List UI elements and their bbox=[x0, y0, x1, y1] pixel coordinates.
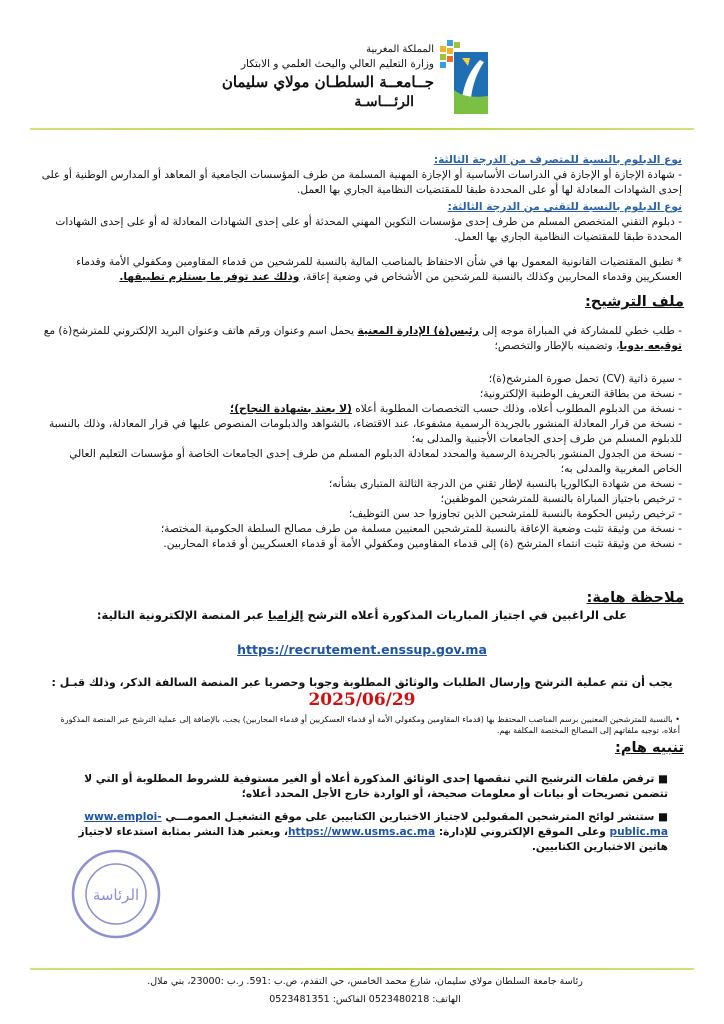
req-bold: رئيس(ة) الإدارة المعنية bbox=[357, 325, 479, 337]
ministry-name: وزارة التعليم العالي والبحث العلمي و الابتكار bbox=[240, 58, 434, 70]
footer-phone-fax: الهاتف: 0523480218 الفاكس: 0523481351 bbox=[269, 994, 461, 1005]
platform-instruction: على الراغبين في اجتياز المباريات المذكورة أعلاه الترشح إلزاميا عبر المنصة الإلكترونية التالية: bbox=[96, 608, 628, 622]
list-item: - سيرة ذاتية (CV) تحمل صورة المترشح(ة)؛ bbox=[488, 373, 682, 385]
note-bold: وذلك عند توفر ما يستلزم تطبيقها. bbox=[119, 271, 300, 283]
tech-diploma-text: - دبلوم التقني المتخصص المسلم من طرف إحدى مؤسسات التكوين المهني المحدثة أو على إحدى الشهادات المعادلة له أو على إحدى الشهادات المحددة طبقا للمقتضيات النظامية الجاري بها العمل. bbox=[55, 216, 682, 243]
tech-diploma-heading: نوع الدبلوم بالنسبة للتقني من الدرجة الثالثة: bbox=[447, 201, 682, 213]
results-publication-rule: ■ ستنشر لوائح المترشحين المقبولين لاجتياز الاختبارين الكتابيين على موقع التشغيـل العمومـــي www.emploi-public.ma وعلى الموقع الإلكتروني للإدارة: https://www.usms.ac.ma، ويعتبر هذا النشر بمثابة استدعاء لاجتياز هاتين الاختبارين الكتابيين. bbox=[78, 811, 668, 853]
bullet-icon: ■ bbox=[654, 773, 668, 785]
emploi-public-link[interactable]: www.emploi-public.ma bbox=[84, 811, 668, 838]
note-text: * تطبق المقتضيات القانونية المعمول بها في شأن الاحتفاظ بالمناصب المالية بالنسبة للمرشحين من قدماء المقاومين ومكفولي الأمة وقدماء العسكريين وقدماء المحاربين وكذلك بالنسبة للمرشحين من الأشخاص في وضعية إعاقة، bbox=[76, 256, 682, 283]
application-file-title: ملف الترشيح: bbox=[585, 294, 684, 310]
footer-address: رئاسة جامعة السلطان مولاي سليمان، شارع محمد الخامس، حي التقدم، ص.ب :591. ر.ب :23000، بني ملال. bbox=[147, 976, 583, 987]
list-item: - نسخة من بطاقة التعريف الوطنية الإلكترونية؛ bbox=[479, 388, 682, 400]
rejection-rule: ■ ترفض ملفات الترشيح التي تنقصها إحدى الوثائق المذكورة أعلاه أو الغير مستوفية للشروط المطلوبة أو التي لا تتضمن تصريحات أو بيانات أو معلومات صحيحة، أو الواردة خارج الأجل المحدد أعلاه؛ bbox=[84, 773, 668, 800]
req-part: ، وتضمينه بالإطار والتخصص؛ bbox=[494, 340, 620, 352]
footer-divider bbox=[30, 968, 694, 970]
alert-title: تنبيه هام: bbox=[615, 740, 684, 756]
recruitment-platform-link[interactable]: https://recrutement.enssup.gov.ma bbox=[237, 642, 487, 657]
list-item: - نسخة من وثيقة تثبت انتماء المترشح (ة) إلى قدماء المقاومين ومكفولي الأمة أو قدماء العسكريين أو قدماء المحاربين. bbox=[163, 538, 682, 550]
reserved-posts-instruction: • بالنسبة للمترشحين المعنيين برسم المناصب المحتفظ بها (قدماء المقاومين ومكفولي الأمة أو قدماء العسكريين أو قدماء المحاربين) يجب، بالإضافة إلى عملية الترشح عبر المنصة المذكورة أعلاه، توجيه ملفاتهم إلى المصالح المختصة المكلفة بهم. bbox=[60, 715, 680, 735]
list-item: - ترخيص رئيس الحكومة بالنسبة للمترشحين الذين تجاوزوا حد سن التوظيف؛ bbox=[348, 508, 682, 520]
important-note-title: ملاحظة هامة: bbox=[586, 590, 684, 606]
req-part: يحمل اسم وعنوان ورقم هاتف وعنوان البريد الإلكتروني للمترشح(ة) مع bbox=[43, 325, 355, 337]
stamp-label: الرئاسة bbox=[92, 886, 140, 904]
bullet-icon: • bbox=[672, 715, 680, 724]
recruitment-link-wrap bbox=[160, 642, 564, 657]
deadline-text: يجب أن تتم عملية الترشح وإرسال الطلبات والوثائق المطلوبة وجوبا وحصريا عبر المنصة السالفة الذكر، وذلك قبـل : bbox=[51, 676, 673, 689]
admin-diploma-text: - شهادة الإجازة أو الإجازة في الدراسات الأساسية أو الإجازة المهنية المسلمة من طرف المؤسسات الجامعية أو المعاهد أو المدارس الوطنية أو على إحدى الشهادات المعادلة لها أو على المحددة طبقا للمقتضيات النظامية الجاري بها العمل. bbox=[41, 169, 682, 196]
list-item: - نسخة من شهادة البكالوريا بالنسبة لإطار تقني من الدرجة الثالثة المتبارى بشأنه؛ bbox=[328, 478, 682, 490]
official-stamp-icon bbox=[70, 848, 162, 940]
presidency-label: الرئـــاسـة bbox=[354, 94, 414, 110]
letterhead bbox=[0, 0, 724, 130]
kingdom-name: المملكة المغربية bbox=[366, 44, 434, 55]
request-letter-item bbox=[40, 324, 682, 354]
university-name: جــامعــة السلطـان مولاي سليمان bbox=[221, 73, 434, 91]
university-logo-icon bbox=[440, 40, 490, 114]
req-bold: توقيعه يدويا bbox=[619, 340, 682, 352]
list-item: - نسخة من وثيقة تثبت وضعية الإعاقة بالنسبة للمترشحين المعنيين مسلمة من طرف مصالح السلطة الحكومية المختصة؛ bbox=[160, 523, 682, 535]
list-item: - نسخة من الجدول المنشور بالجريدة الرسمية والمحدد لمعادلة الدبلوم المسلم من طرف إحدى الجامعات الخاصة أو مؤسسات التعليم العالي الخاص المغربية والمدلى به؛ bbox=[69, 448, 682, 475]
deadline-date: 2025/06/29 bbox=[308, 690, 416, 710]
req-part: - طلب خطي للمشاركة في المباراة موجه إلى bbox=[482, 325, 682, 337]
required-documents-list bbox=[40, 372, 682, 552]
admin-diploma-heading: نوع الدبلوم بالنسبة للمتصرف من الدرجة الثالثة: bbox=[433, 154, 682, 166]
header-divider bbox=[30, 128, 694, 130]
list-item: - نسخة من قرار المعادلة المنشور بالجريدة الرسمية مشفوعا، عند الاقتضاء، بالشواهد والدبلومات المنصوص عليها في قرار المعادلة، وذلك بالنسبة للدبلوم المسلم من طرف إحدى الجامعات الأجنبية والمدلى به؛ bbox=[49, 418, 682, 445]
bullet-icon: ■ bbox=[654, 811, 668, 823]
reserved-posts-note bbox=[40, 255, 682, 285]
list-item: - ترخيص باجتياز المباراة بالنسبة للمترشحين الموظفين؛ bbox=[440, 493, 682, 505]
usms-website-link[interactable]: https://www.usms.ac.ma bbox=[288, 826, 436, 838]
list-item: - نسخة من الدبلوم المطلوب أعلاه، وذلك حسب التخصصات المطلوبة أعلاه (لا يعتد بشهادة النجاح)؛ bbox=[229, 403, 682, 415]
